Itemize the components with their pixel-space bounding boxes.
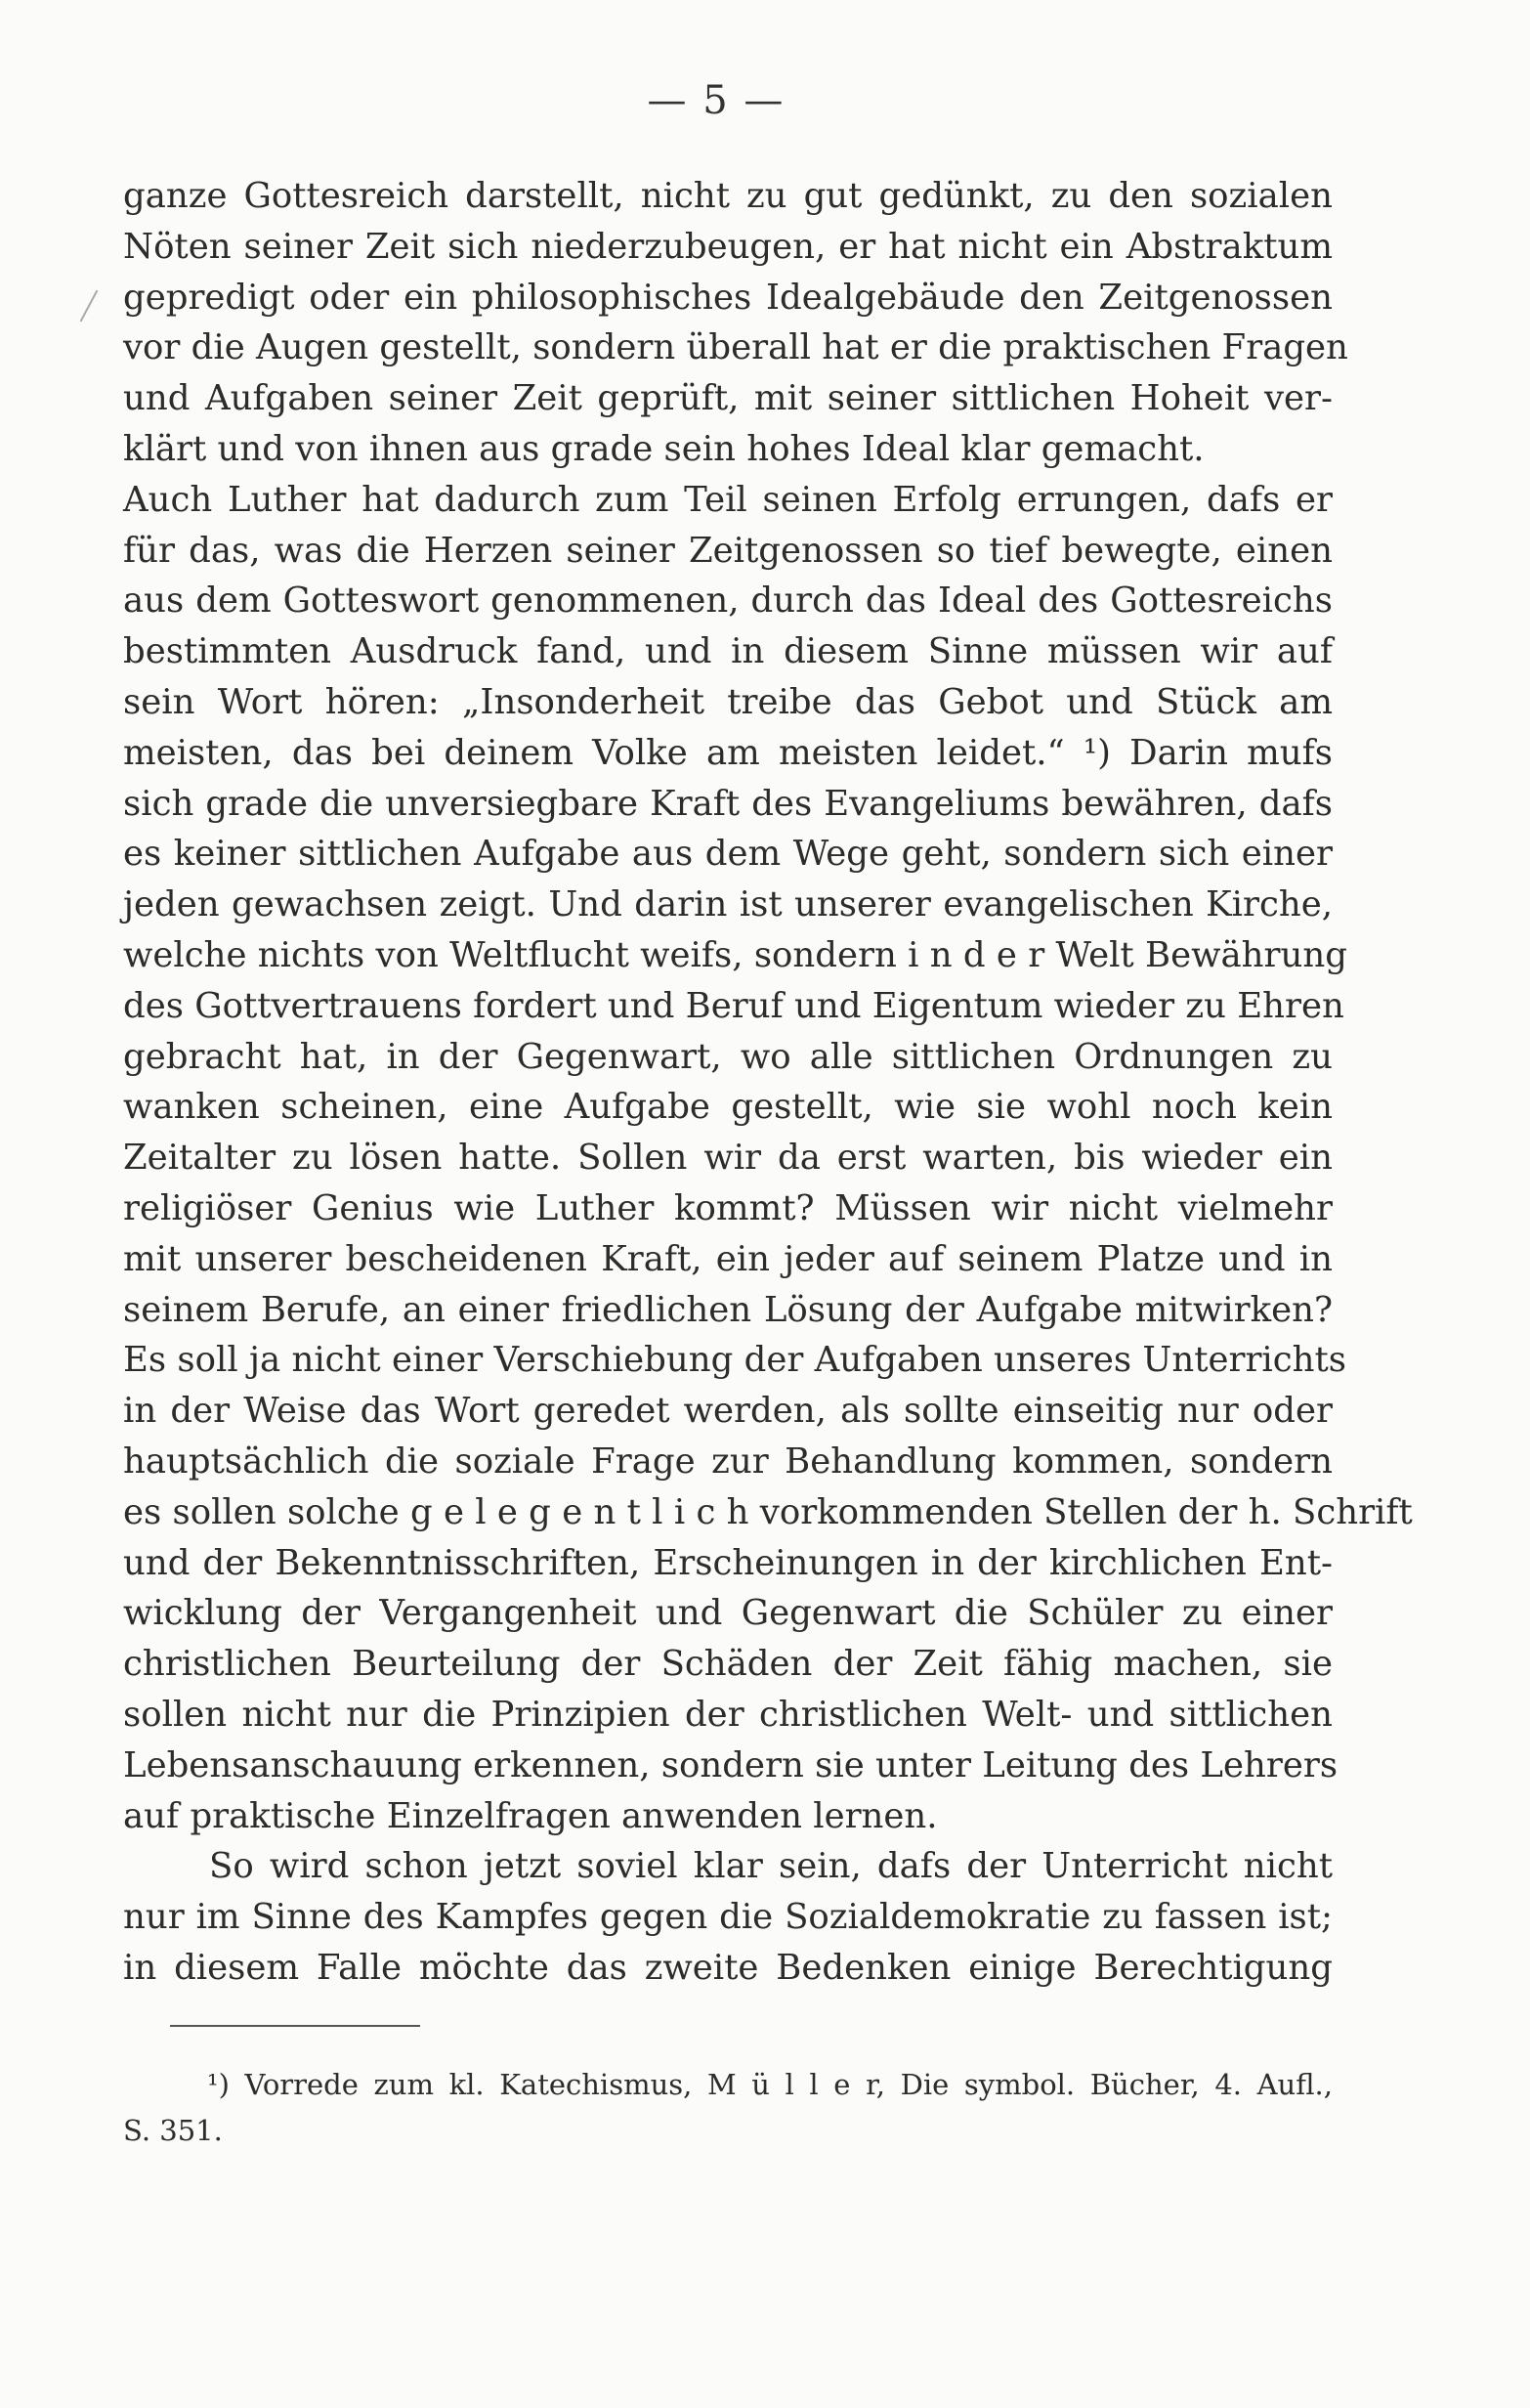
text-line: christlichen Beurteilung der Schäden der Zeit fähig machen, sie	[123, 1644, 1333, 1685]
text-line: sollen nicht nur die Prinzipien der christlichen Welt- und sittlichen	[123, 1694, 1333, 1735]
text-line: ganze Gottesreich darstellt, nicht zu gut gedünkt, zu den sozialen	[123, 176, 1333, 216]
text-line: Zeitalter zu lösen hatte. Sollen wir da erst warten, bis wieder ein	[123, 1138, 1333, 1179]
text-line: in der Weise das Wort geredet werden, als sollte einseitig nur oder	[123, 1391, 1333, 1432]
text-line: wanken scheinen, eine Aufgabe gestellt, wie sie wohl noch kein	[123, 1087, 1333, 1128]
text-line: Lebensanschauung erkennen, sondern sie unter Leitung des Lehrers	[123, 1744, 1339, 1785]
text-line: vor die Augen gestellt, sondern überall hat er die praktischen Fragen	[123, 327, 1348, 368]
text-line: sich grade die unversiegbare Kraft des Evangeliums bewähren, dafs	[123, 783, 1333, 824]
text-line: klärt und von ihnen aus grade sein hohes Ideal klar gemacht.	[123, 428, 1205, 469]
text-line: hauptsächlich die soziale Frage zur Behandlung kommen, sondern	[123, 1440, 1333, 1482]
text-line: welche nichts von Weltflucht weifs, sondern i n d e r Welt Bewährung	[123, 934, 1347, 975]
text-line: meisten, das bei deinem Volke am meisten leidet.“ ¹) Darin mufs	[123, 732, 1333, 773]
text-line: wicklung der Vergangenheit und Gegenwart die Schüler zu einer	[123, 1593, 1333, 1634]
footnote-line: S. 351.	[123, 2114, 223, 2147]
text-line: Nöten seiner Zeit sich niederzubeugen, er hat nicht ein Abstraktum	[123, 226, 1333, 267]
text-line: jeden gewachsen zeigt. Und darin ist unserer evangelischen Kirche,	[123, 884, 1333, 925]
text-line: mit unserer bescheidenen Kraft, ein jeder auf seinem Platze und in	[123, 1238, 1333, 1279]
text-line: und Aufgaben seiner Zeit geprüft, mit seiner sittlichen Hoheit ver-	[123, 378, 1333, 419]
main-text	[123, 171, 1413, 1994]
text-line: sein Wort hören: „Insonderheit treibe das Gebot und Stück am	[123, 681, 1333, 722]
text-line: es keiner sittlichen Aufgabe aus dem Wege geht, sondern sich einer	[123, 834, 1333, 875]
text-line: Auch Luther hat dadurch zum Teil seinen Erfolg errungen, dafs er	[123, 479, 1333, 520]
text-line: des Gottvertrauens fordert und Beruf und Eigentum wieder zu Ehren	[123, 985, 1344, 1026]
text-line: und der Bekenntnisschriften, Erscheinungen in der kirchlichen Ent-	[123, 1542, 1333, 1583]
text-line: gebracht hat, in der Gegenwart, wo alle sittlichen Ordnungen zu	[123, 1036, 1333, 1077]
text-line: So wird schon jetzt soviel klar sein, dafs der Unterricht nicht	[209, 1846, 1333, 1887]
text-line: auf praktische Einzelfragen anwenden lernen.	[123, 1795, 938, 1836]
text-line: für das, was die Herzen seiner Zeitgenossen so tief bewegte, einen	[123, 530, 1333, 571]
text-line: seinem Berufe, an einer friedlichen Lösung der Aufgabe mitwirken?	[123, 1289, 1333, 1330]
margin-pencil-mark	[80, 290, 99, 322]
text-line: es sollen solche g e l e g e n t l i c h vorkommenden Stellen der h. Schrift	[123, 1491, 1413, 1532]
footnote	[123, 2062, 1333, 2154]
text-line: religiöser Genius wie Luther kommt? Müssen wir nicht vielmehr	[123, 1187, 1333, 1228]
footnote-line: ¹) Vorrede zum kl. Katechismus, M ü l l e r, Die symbol. Bücher, 4. Aufl.,	[207, 2068, 1333, 2101]
text-line: Es soll ja nicht einer Verschiebung der Aufgaben unseres Unterrichts	[123, 1340, 1347, 1381]
text-line: nur im Sinne des Kampfes gegen die Sozialdemokratie zu fassen ist;	[123, 1897, 1333, 1938]
text-line: gepredigt oder ein philosophisches Idealgebäude den Zeitgenossen	[123, 277, 1333, 318]
footnote-divider	[170, 2025, 420, 2027]
text-line: in diesem Falle möchte das zweite Bedenken einige Berechtigung	[123, 1947, 1333, 1988]
text-line: aus dem Gotteswort genommenen, durch das Ideal des Gottesreichs	[123, 580, 1333, 622]
text-line: bestimmten Ausdruck fand, und in diesem Sinne müssen wir auf	[123, 631, 1333, 672]
page-number: — 5 —	[647, 78, 786, 123]
